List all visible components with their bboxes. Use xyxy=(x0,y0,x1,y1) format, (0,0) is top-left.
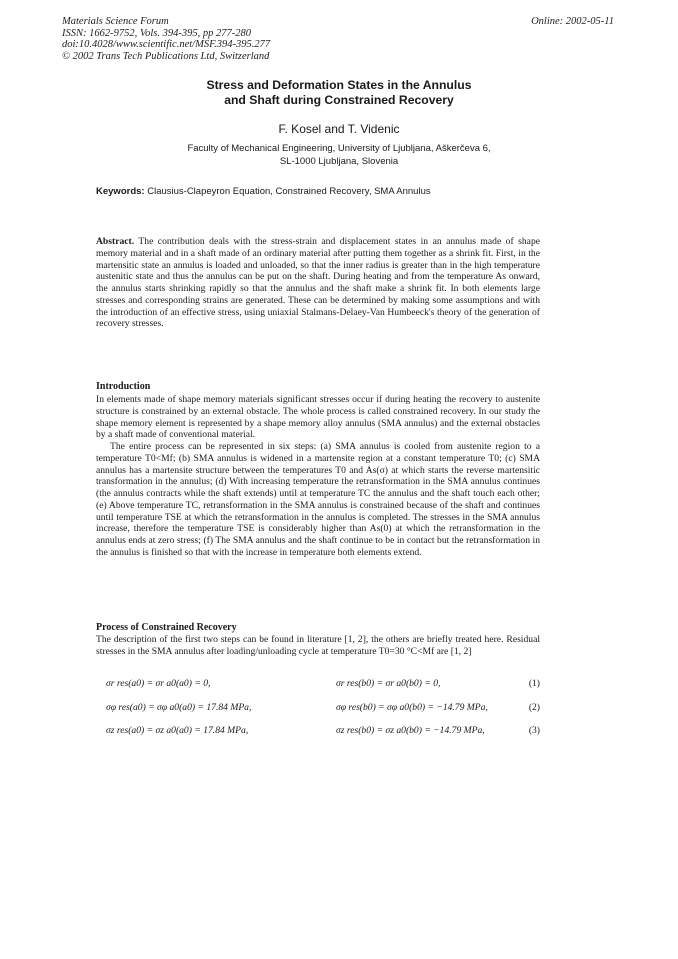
keywords-label: Keywords: xyxy=(96,186,145,197)
abstract xyxy=(96,236,540,330)
keywords xyxy=(96,186,596,197)
equation-number: (3) xyxy=(528,725,540,736)
affiliation-line-2: SL-1000 Ljubljana, Slovenia xyxy=(279,155,399,167)
abstract-label: Abstract. xyxy=(96,236,135,247)
journal-header xyxy=(62,16,270,62)
process-heading: Process of Constrained Recovery xyxy=(96,622,237,633)
equation-number: (1) xyxy=(528,678,540,689)
doi-line: doi:10.4028/www.scientific.net/MSF.394-395.277 xyxy=(62,39,271,50)
online-date: Online: 2002-05-11 xyxy=(531,16,614,27)
keywords-text: Clausius-Clapeyron Equation, Constrained Recovery, SMA Annulus xyxy=(144,186,431,197)
authors: F. Kosel and T. Videnic xyxy=(278,122,400,136)
equation-right: σφ res(b0) = σφ a0(b0) = −14.79 MPa, xyxy=(336,702,488,713)
equation-left: σφ res(a0) = σφ a0(a0) = 17.84 MPa, xyxy=(106,702,252,713)
title-line-1: Stress and Deformation States in the Annulus xyxy=(206,78,472,92)
issn-line: ISSN: 1662-9752, Vols. 394-395, pp 277-280 xyxy=(62,27,251,39)
introduction-paragraph-1: In elements made of shape memory materials significant stresses occur if during heating the recovery to austenite structure is constrained by an external obstacle. The whole process is called constrained recovery. In our study the shape memory element is represented by a shape memory alloy annulus (SMA annulus) and the external obstacles by a shaft made of conventional material. xyxy=(96,394,540,441)
equation-left: σr res(a0) = σr a0(a0) = 0, xyxy=(106,678,211,689)
introduction-body xyxy=(96,394,540,559)
equation-row xyxy=(96,702,540,720)
affiliation xyxy=(0,143,678,168)
affiliation-line-1: Faculty of Mechanical Engineering, University of Ljubljana, Aškerčeva 6, xyxy=(187,143,491,154)
equation-right: σz res(b0) = σz a0(b0) = −14.79 MPa, xyxy=(336,725,485,736)
introduction-heading: Introduction xyxy=(96,381,151,392)
introduction-paragraph-2: The entire process can be represented in six steps: (a) SMA annulus is cooled from austenite region to a temperature T0<Mf; (b) SMA annulus is widened in a martensite region at a constant temperature T0; (c) SMA annulus has a martensite structure between the temperatures T0 and As(σ) at which starts the reverse martensitic transformation in the annulus; (d) With increasing temperature the retransformation in the SMA annulus continues (the annulus contracts while the shaft extends) until at temperature TC the annulus and the shaft touch each other; (e) Above temperature TC, retransformation in the SMA annulus is constrained because of the shaft and continues until temperature TSE at which the retransformation in the annulus is completed. The stresses in the SMA annulus increase, therefore the temperature TSE is considerably higher than As(0) at which the retransformation in the annulus ends at zero stress; (f) The SMA annulus and the shaft continue to be in contact but the retransformation in the annulus is finished so that with the increase in temperature both elements extend. xyxy=(96,441,540,558)
equation-number: (2) xyxy=(528,702,540,713)
abstract-text: The contribution deals with the stress-strain and displacement states in an annulus made of shape memory material and in a shaft made of an ordinary material after putting them together as a shrink fit. First, in the martensitic state an annulus is loaded and unloaded, so that the inner radius is greater than in the high temperature austenitic state and thus the annulus can be put on the shaft. During heating and from the temperature As onward, the annulus starts shrinking rapidly so that the annulus and the shaft make a shrink fit. In both elements large stresses and corresponding strains are generated. These can be determined by making some assumptions and with the introduction of an effective stress, using uniaxial Stalmans-Delaey-Van Humbeeck's theory of the generation of recovery stresses. xyxy=(96,236,540,330)
copyright-line: © 2002 Trans Tech Publications Ltd, Switzerland xyxy=(62,50,270,62)
equation-left: σz res(a0) = σz a0(a0) = 17.84 MPa, xyxy=(106,725,249,736)
equation-right: σr res(b0) = σr a0(b0) = 0, xyxy=(336,678,441,689)
equation-row xyxy=(96,678,540,696)
title-line-2: and Shaft during Constrained Recovery xyxy=(224,93,454,107)
process-paragraph-1: The description of the first two steps can be found in literature [1, 2], the others are briefly treated here. Residual stresses in the SMA annulus after loading/unloading cycle at temperature T0=30 °C<Mf are [1, 2] xyxy=(96,634,540,657)
equation-row xyxy=(96,725,540,743)
paper-title xyxy=(0,78,678,108)
journal-name: Materials Science Forum xyxy=(62,16,169,27)
